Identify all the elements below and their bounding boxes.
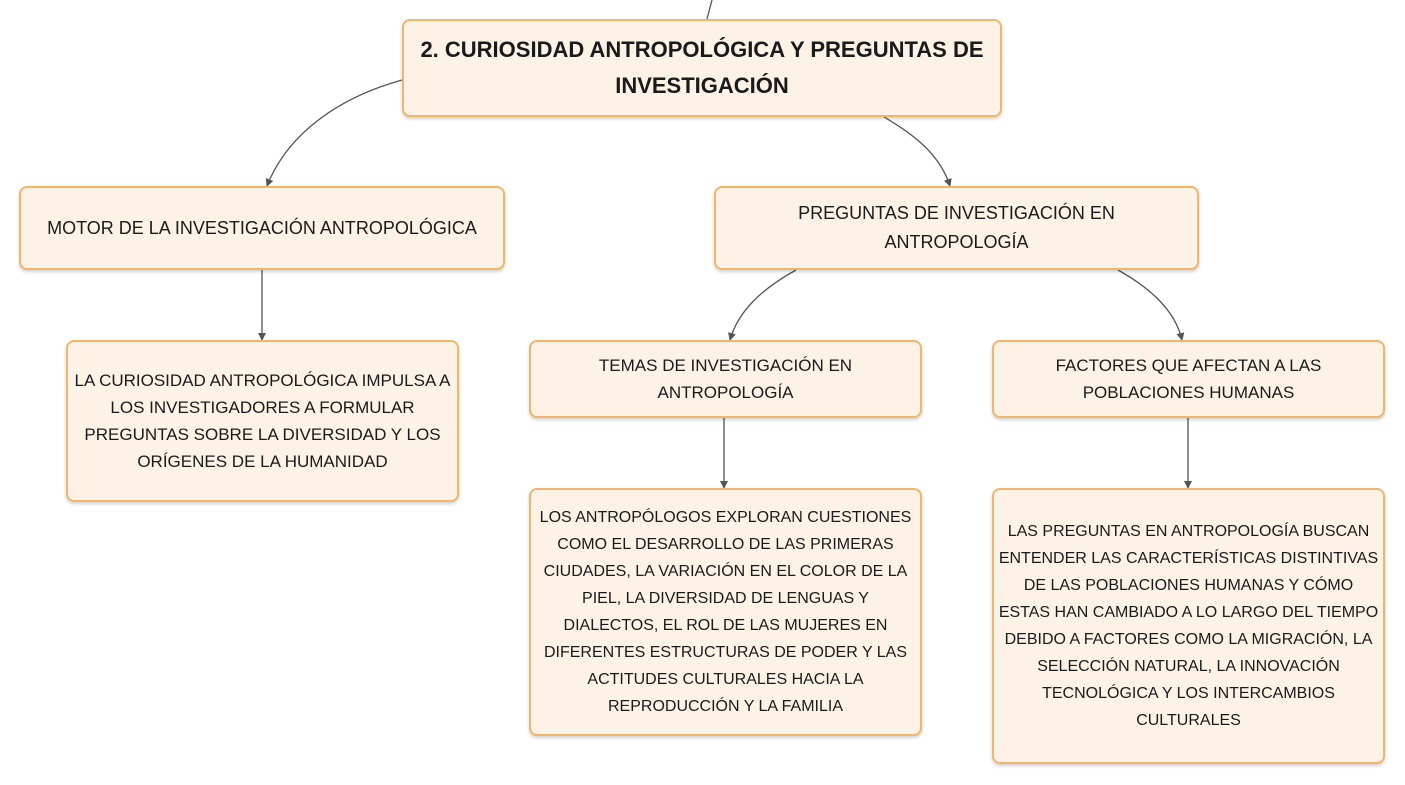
motor-node-label: MOTOR DE LA INVESTIGACIÓN ANTROPOLÓGICA (47, 217, 477, 238)
exploran-node-label: LOS ANTROPÓLOGOS EXPLORAN CUESTIONES COMO EL DESARROLLO DE LAS PRIMERAS CIUDADES, LA VARIACIÓN EN EL COLOR DE LA PIEL, LA DIVERSIDAD DE LENGUAS Y DIALECTOS, EL ROL DE LAS MUJERES EN DIFERENTES ESTRUCTURAS DE PODER Y LAS ACTITUDES CULTURALES HACIA LA REPRODUCCIÓN Y LA FAMILIA (539, 509, 912, 715)
connector-preguntas-to-temas (730, 270, 796, 340)
root-node[interactable] (402, 19, 1002, 117)
motor-node[interactable] (19, 186, 505, 270)
curiosidad-node-label: LA CURIOSIDAD ANTROPOLÓGICA IMPULSA A LOS INVESTIGADORES A FORMULAR PREGUNTAS SOBRE LA DIVERSIDAD Y LOS ORÍGENES DE LA HUMANIDAD (74, 371, 451, 471)
temas-node[interactable] (529, 340, 922, 418)
buscan-node-label: LAS PREGUNTAS EN ANTROPOLOGÍA BUSCAN ENTENDER LAS CARACTERÍSTICAS DISTINTIVAS DE LAS POBLACIONES HUMANAS Y CÓMO ESTAS HAN CAMBIADO A LO LARGO DEL TIEMPO DEBIDO A FACTORES COMO LA MIGRACIÓN, LA SELECCIÓN NATURAL, LA INNOVACIÓN TECNOLÓGICA Y LOS INTERCAMBIOS CULTURALES (998, 523, 1379, 729)
connector-incoming-root (707, 0, 712, 19)
root-node-label: 2. CURIOSIDAD ANTROPOLÓGICA Y PREGUNTAS DE INVESTIGACIÓN (420, 37, 984, 98)
curiosidad-node[interactable] (66, 340, 459, 502)
factores-node-label: FACTORES QUE AFECTAN A LAS POBLACIONES HUMANAS (1055, 356, 1322, 402)
buscan-node[interactable] (992, 488, 1385, 764)
preguntas-node-label: PREGUNTAS DE INVESTIGACIÓN EN ANTROPOLOGÍA (798, 203, 1115, 252)
connector-root-to-preguntas (884, 117, 950, 186)
connector-preguntas-to-factores (1118, 270, 1182, 340)
factores-node[interactable] (992, 340, 1385, 418)
temas-node-label: TEMAS DE INVESTIGACIÓN EN ANTROPOLOGÍA (598, 356, 853, 402)
exploran-node[interactable] (529, 488, 922, 736)
preguntas-node[interactable] (714, 186, 1199, 270)
connector-root-to-motor (267, 80, 402, 186)
